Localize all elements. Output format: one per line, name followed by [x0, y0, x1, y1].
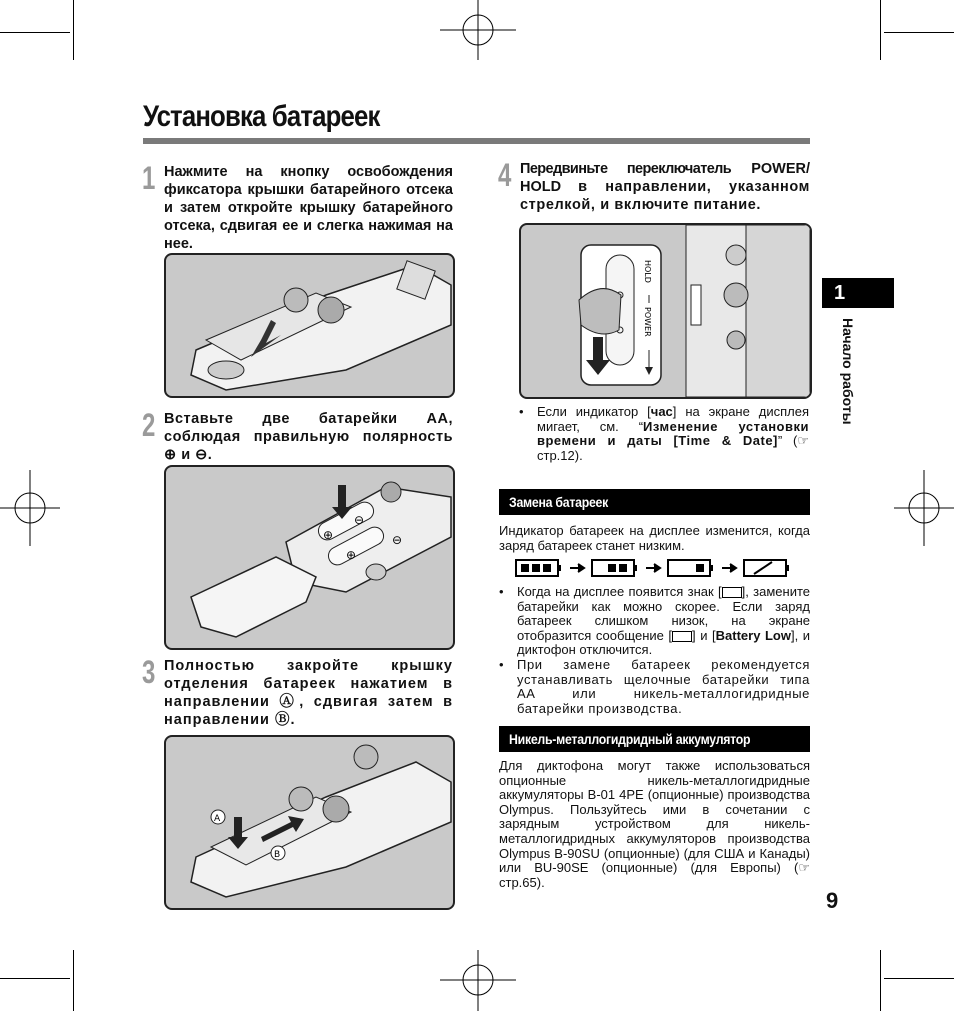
svg-text:A: A	[214, 814, 221, 824]
chapter-side-label: Начало работы	[840, 318, 856, 425]
svg-text:⊖: ⊖	[392, 533, 403, 547]
crop-mark	[880, 0, 881, 60]
step-number: 3	[142, 654, 156, 690]
battery-level-sequence	[514, 557, 794, 579]
battery-low-icon	[722, 587, 742, 598]
svg-text:HOLD: HOLD	[643, 260, 652, 283]
battery-empty-icon	[744, 560, 789, 576]
step-text: Полностью закройте крышку отделения батареек нажатием в направлении Ⓐ, сдвигая затем в направлении Ⓑ.	[164, 658, 453, 728]
battery-full-icon	[516, 560, 561, 576]
svg-text:B: B	[274, 850, 281, 860]
crop-mark	[884, 978, 954, 979]
section-header-replace: Замена батареек	[499, 489, 810, 515]
svg-text:⊖: ⊖	[354, 513, 365, 527]
battery-low-icon	[668, 560, 713, 576]
chapter-tab: 1	[822, 278, 894, 308]
crop-mark	[73, 0, 74, 60]
registration-mark	[0, 470, 60, 546]
figure-close-cover	[164, 735, 455, 910]
svg-text:⊕: ⊕	[346, 548, 357, 562]
crop-mark	[884, 32, 954, 33]
svg-text:POWER: POWER	[643, 307, 652, 337]
step-number: 1	[142, 160, 156, 196]
section-header-nimh: Никель-металлогидридный аккумулятор	[499, 726, 810, 752]
svg-text:⊕: ⊕	[323, 528, 334, 542]
page-title: Установка батареек	[143, 100, 380, 133]
step-text: Передвиньте переключатель POWER/ HOLD в направлении, указанном стрелкой, и включите питание.	[520, 161, 810, 213]
replace-intro: Индикатор батареек на дисплее изменится, когда заряд батареек станет низким.	[499, 523, 810, 553]
figure-insert-batteries	[164, 465, 455, 650]
step4-note: • Если индикатор [час] на экране дисплея мигает, см. “Изменение установки времени и даты [Time & Date]” (☞ стр.12).	[519, 404, 809, 463]
battery-empty-icon	[672, 631, 692, 642]
figure-power-switch	[519, 223, 812, 399]
title-rule	[143, 138, 810, 144]
nimh-text: Для диктофона могут также использоваться опционные никель-металлогидридные аккумуляторы B-01 4PE (опционные) производства Olympus. Пользуйтесь ими в сочетании с зарядным устройством для никель-металлогидридных аккумуляторов производства Olympus B-90SU (опционные) (для США и Канады) или BU-90SE (опционные) (для Европы) (☞ стр.65).	[499, 758, 810, 890]
registration-mark	[440, 0, 516, 60]
crop-mark	[0, 978, 70, 979]
crop-mark	[880, 950, 881, 1011]
step-number: 4	[498, 157, 512, 193]
crop-mark	[73, 950, 74, 1011]
page-number: 9	[826, 888, 839, 913]
figure-open-cover	[164, 253, 455, 398]
registration-mark	[894, 470, 954, 546]
step-number: 2	[142, 407, 156, 443]
battery-two-thirds-icon	[592, 560, 637, 576]
step-text: Вставьте две батарейки AA, соблюдая правильную полярность ⊕ и ⊖.	[164, 411, 453, 463]
replace-bullets: • Когда на дисплее появится знак [ ], замените батарейки как можно скорее. Если заряд батареек слишком низок, на экране отобразится сообщение [ ] и [Battery Low], и диктофон отключится. • При замене батареек рекомендуется устанавливать щелочные батарейки типа AA или никель-металлогидридные батарейки производства.	[499, 584, 811, 716]
registration-mark	[440, 950, 516, 1011]
crop-mark	[0, 32, 70, 33]
step-text: Нажмите на кнопку освобождения фиксатора крышки батарейного отсека и затем откройте крышку батарейного отсека, сдвигая ее и слегка нажимая на нее.	[164, 164, 453, 252]
